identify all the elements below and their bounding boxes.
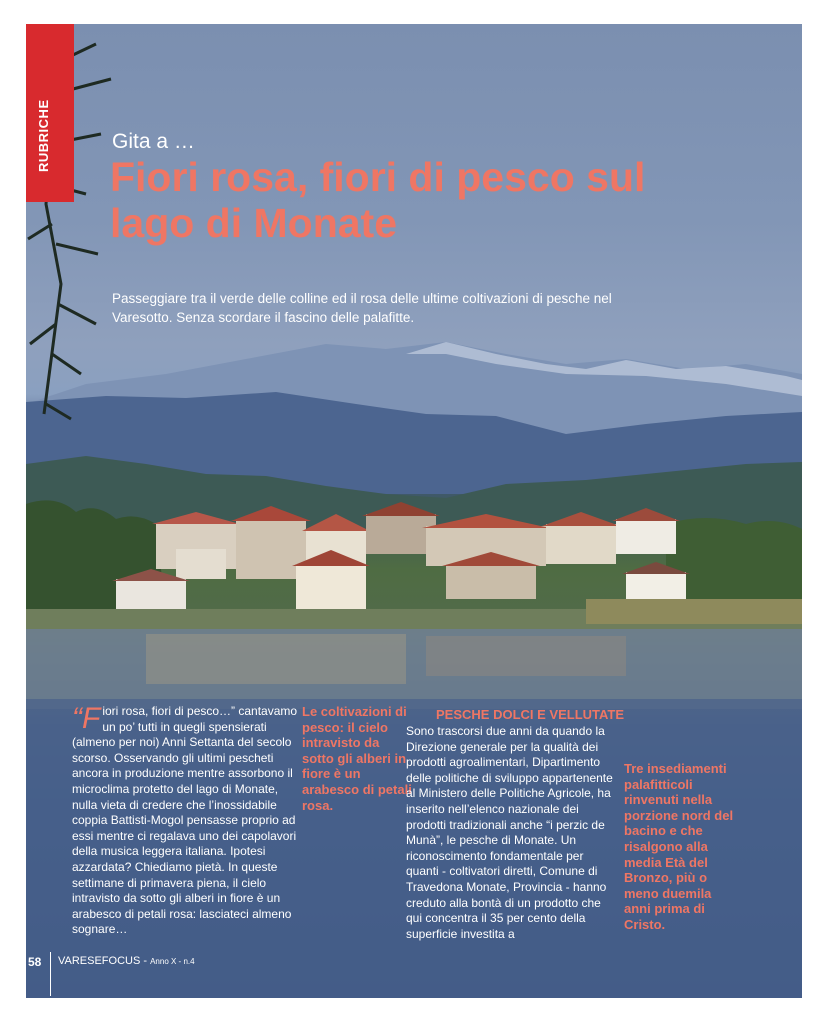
drop-cap: “F: [72, 702, 101, 735]
page-number: 58: [28, 955, 42, 969]
pull-quote-1: Le coltivazioni di pesco: il cielo intravisto da sotto gli alberi in fiore è un arabesco di petali rosa.: [302, 704, 412, 813]
lake-reflection: [26, 629, 802, 709]
pull-quote-2: Tre insediamenti palafitticoli rinvenuti nella porzione nord del bacino e che risalgono alla media Età del Bronzo, più o meno duemila anni prima di Cristo.: [624, 761, 734, 932]
issue-label: Anno X - n.4: [150, 957, 195, 966]
section-heading: PESCHE DOLCI E VELLUTATE: [436, 707, 625, 722]
body-text-1: iori rosa, fiori di pesco…” cantavamo un po’ tutti in quegli spensierati (almeno per noi) Anni Settanta del secolo scorso. Osservando gli ultimi pescheti ancora in produzione mentre assorbono il microclima protetto del lago di Monate, nulla vieta di credere che l’inossidabile coppia Battisti-Mogol pensasse proprio ad essi mentre ci regalava uno dei capolavori della musica leggera italiana. Ipotesi azzardata? Chiediamo pietà. In queste settimane di primavera piena, il cielo intravisto da sotto gli alberi in fiore è un arabesco di petali rosa: lasciateci almeno sognare…: [72, 704, 298, 937]
section-tab: [26, 24, 74, 202]
page-footer: [26, 952, 426, 974]
section-label: RUBRICHE: [36, 99, 51, 172]
body-paragraph-1: [72, 704, 302, 938]
body-text-2: Sono trascorsi due anni da quando la Direzione generale per la qualità dei prodotti agroalimentari, Dipartimento delle politiche di sviluppo appartenente al Ministero delle Politiche Agricole, ha inserito nell’elenco nazionale dei prodotti tradizionali anche “i perzic de Munà”, le pesche di Monate. Un riconoscimento fondamentale per quanti - coltivatori diretti, Comune di Travedona Monate, Provincia - hanno creduto alla bontà di un prodotto che qui concentra il 35 per cento della superficie investita a: [406, 724, 613, 941]
publication-name: VARESEFOCUS - Anno X - n.4: [58, 955, 195, 967]
kicker: Gita a …: [112, 130, 195, 153]
article-intro: Passeggiare tra il verde delle colline ed il rosa delle ultime coltivazioni di pesche nel Varesotto. Senza scordare il fascino delle palafitte.: [112, 291, 612, 325]
magazine-page: [26, 24, 802, 998]
right-trees: [666, 518, 802, 609]
article-title: Fiori rosa, fiori di pesco sul lago di Monate: [110, 154, 646, 246]
footer-divider: [50, 952, 51, 996]
